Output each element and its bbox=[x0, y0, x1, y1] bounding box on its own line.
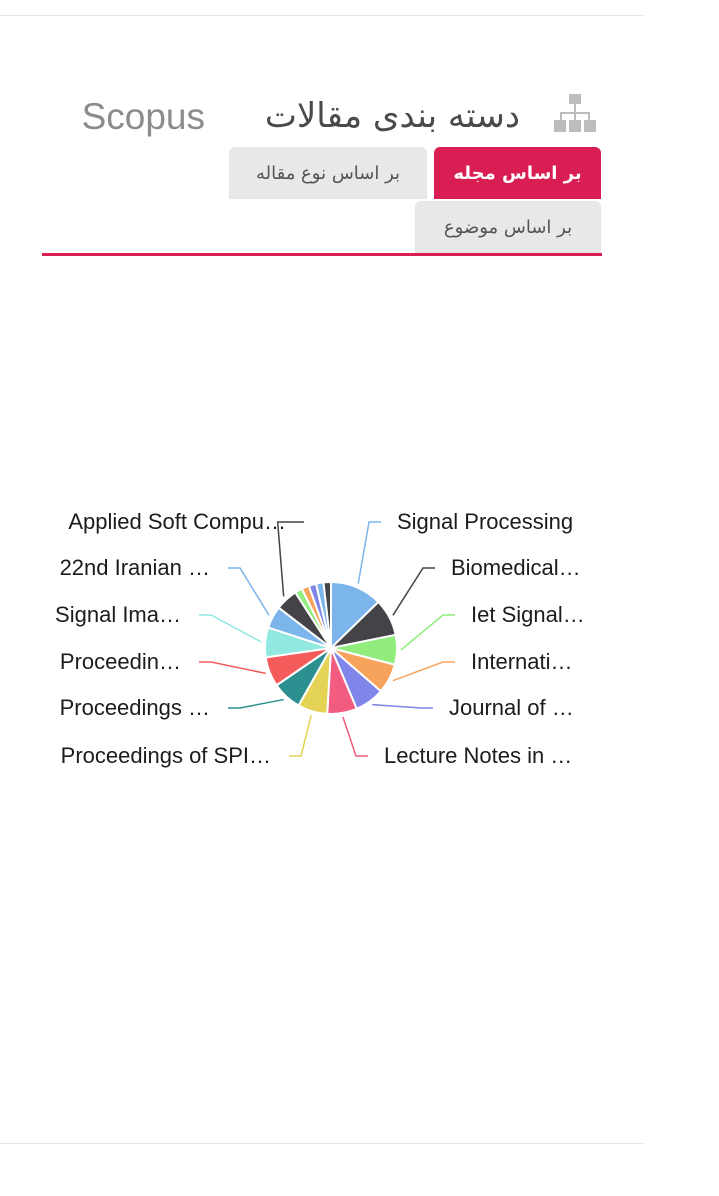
slice-connector bbox=[358, 522, 381, 584]
slice-connector bbox=[199, 615, 261, 642]
slice-label: Signal Ima… bbox=[55, 602, 181, 627]
slice-label: Proceedings of SPI… bbox=[60, 743, 271, 768]
slice-label: Journal of … bbox=[449, 695, 574, 720]
pie-chart-svg bbox=[0, 480, 660, 810]
slice-label: Biomedical… bbox=[451, 555, 581, 580]
tab-by-subject[interactable]: بر اساس موضوع bbox=[415, 201, 601, 253]
slice-label: Signal Processing bbox=[397, 509, 574, 534]
slice-label: Lecture Notes in … bbox=[384, 743, 573, 768]
slice-connector bbox=[228, 568, 269, 615]
slice-label: Internati… bbox=[471, 649, 573, 674]
slice-label: Applied Soft Compu… bbox=[68, 509, 286, 534]
slice-label: Iet Signal… bbox=[471, 602, 585, 627]
slice-label: 22nd Iranian … bbox=[59, 555, 210, 580]
page-header bbox=[60, 88, 600, 144]
sitemap-icon bbox=[554, 94, 596, 140]
slice-connector bbox=[289, 715, 311, 756]
slice-connector bbox=[372, 705, 433, 708]
slice-connector bbox=[199, 662, 266, 673]
tab-underline bbox=[42, 253, 602, 256]
slice-connector bbox=[228, 700, 284, 708]
brand-text: Scopus bbox=[81, 96, 205, 137]
tab-by-journal[interactable]: بر اساس مجله bbox=[434, 147, 601, 199]
slice-connector bbox=[343, 717, 368, 756]
slice-label: Proceedings … bbox=[59, 695, 210, 720]
top-divider bbox=[0, 15, 644, 16]
bottom-divider bbox=[0, 1143, 644, 1144]
tab-by-article-type[interactable]: بر اساس نوع مقاله bbox=[229, 147, 427, 199]
journal-pie-chart bbox=[0, 480, 660, 810]
page-title: دسته بندی مقالات bbox=[264, 96, 520, 136]
slice-label: Proceedin… bbox=[59, 649, 181, 674]
slice-connector bbox=[393, 662, 455, 681]
slice-connector bbox=[393, 568, 435, 615]
slice-connector bbox=[401, 615, 455, 650]
